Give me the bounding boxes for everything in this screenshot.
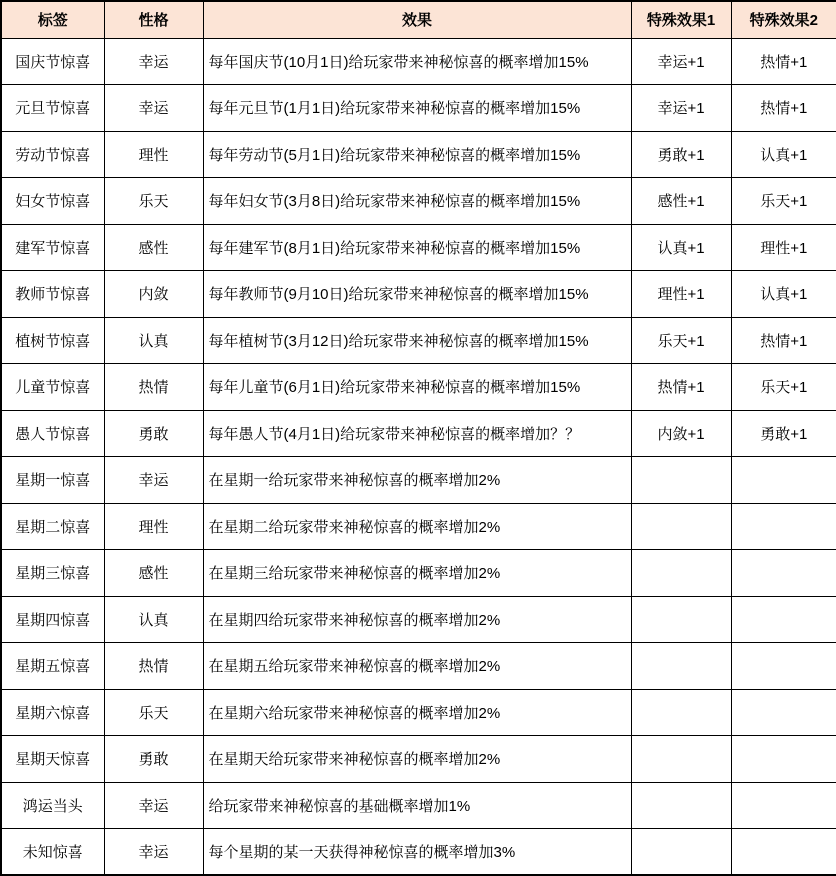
cell-special2: 乐天+1: [731, 364, 836, 411]
cell-personality: 认真: [104, 596, 203, 643]
table-row: [1, 689, 836, 736]
cell-personality: 感性: [104, 224, 203, 271]
cell-personality: 理性: [104, 131, 203, 178]
cell-effect: 给玩家带来神秘惊喜的基础概率增加1%: [203, 782, 631, 829]
cell-special2: 勇敢+1: [731, 410, 836, 457]
cell-label: 植树节惊喜: [1, 317, 104, 364]
cell-special2: [731, 736, 836, 783]
cell-effect: 在星期六给玩家带来神秘惊喜的概率增加2%: [203, 689, 631, 736]
table-row: [1, 782, 836, 829]
cell-special2: [731, 550, 836, 597]
cell-special2: 认真+1: [731, 271, 836, 318]
cell-label: 愚人节惊喜: [1, 410, 104, 457]
cell-special1: 幸运+1: [631, 38, 731, 85]
table-header: [1, 1, 836, 38]
cell-label: 劳动节惊喜: [1, 131, 104, 178]
cell-label: 星期一惊喜: [1, 457, 104, 504]
cell-special2: [731, 782, 836, 829]
cell-label: 星期天惊喜: [1, 736, 104, 783]
cell-special2: [731, 643, 836, 690]
table-row: [1, 829, 836, 876]
cell-label: 未知惊喜: [1, 829, 104, 876]
cell-special1: [631, 782, 731, 829]
cell-special2: 理性+1: [731, 224, 836, 271]
cell-special2: 认真+1: [731, 131, 836, 178]
cell-label: 星期二惊喜: [1, 503, 104, 550]
cell-effect: 每年建军节(8月1日)给玩家带来神秘惊喜的概率增加15%: [203, 224, 631, 271]
cell-special1: 理性+1: [631, 271, 731, 318]
header-cell-personality: 性格: [104, 1, 203, 38]
cell-effect: 每年妇女节(3月8日)给玩家带来神秘惊喜的概率增加15%: [203, 178, 631, 225]
cell-special1: 勇敢+1: [631, 131, 731, 178]
cell-effect: 在星期二给玩家带来神秘惊喜的概率增加2%: [203, 503, 631, 550]
header-cell-label: 标签: [1, 1, 104, 38]
cell-label: 元旦节惊喜: [1, 85, 104, 132]
cell-special2: 热情+1: [731, 317, 836, 364]
table-body: [1, 38, 836, 875]
header-cell-effect: 效果: [203, 1, 631, 38]
header-row: [1, 1, 836, 38]
cell-special1: 热情+1: [631, 364, 731, 411]
cell-effect: 在星期五给玩家带来神秘惊喜的概率增加2%: [203, 643, 631, 690]
cell-label: 星期三惊喜: [1, 550, 104, 597]
cell-special1: 感性+1: [631, 178, 731, 225]
header-cell-special2: 特殊效果2: [731, 1, 836, 38]
cell-effect: 每年愚人节(4月1日)给玩家带来神秘惊喜的概率增加？？: [203, 410, 631, 457]
cell-special2: [731, 596, 836, 643]
cell-special1: [631, 736, 731, 783]
cell-effect: 在星期四给玩家带来神秘惊喜的概率增加2%: [203, 596, 631, 643]
cell-special2: 乐天+1: [731, 178, 836, 225]
cell-special1: [631, 643, 731, 690]
cell-special1: 内敛+1: [631, 410, 731, 457]
table-row: [1, 550, 836, 597]
cell-label: 教师节惊喜: [1, 271, 104, 318]
cell-personality: 乐天: [104, 178, 203, 225]
table-row: [1, 736, 836, 783]
cell-special1: 认真+1: [631, 224, 731, 271]
cell-special1: 幸运+1: [631, 85, 731, 132]
cell-special1: 乐天+1: [631, 317, 731, 364]
cell-effect: 每年劳动节(5月1日)给玩家带来神秘惊喜的概率增加15%: [203, 131, 631, 178]
cell-label: 星期五惊喜: [1, 643, 104, 690]
cell-personality: 理性: [104, 503, 203, 550]
cell-label: 星期四惊喜: [1, 596, 104, 643]
cell-label: 妇女节惊喜: [1, 178, 104, 225]
header-cell-special1: 特殊效果1: [631, 1, 731, 38]
table-row: [1, 317, 836, 364]
table-row: [1, 271, 836, 318]
cell-special1: [631, 829, 731, 876]
cell-personality: 热情: [104, 364, 203, 411]
cell-personality: 乐天: [104, 689, 203, 736]
cell-personality: 勇敢: [104, 736, 203, 783]
table-row: [1, 85, 836, 132]
cell-effect: 每年教师节(9月10日)给玩家带来神秘惊喜的概率增加15%: [203, 271, 631, 318]
cell-special1: [631, 503, 731, 550]
cell-personality: 幸运: [104, 782, 203, 829]
cell-special2: 热情+1: [731, 85, 836, 132]
cell-personality: 幸运: [104, 457, 203, 504]
cell-effect: 每年元旦节(1月1日)给玩家带来神秘惊喜的概率增加15%: [203, 85, 631, 132]
table-row: [1, 643, 836, 690]
cell-effect: 在星期三给玩家带来神秘惊喜的概率增加2%: [203, 550, 631, 597]
cell-effect: 在星期一给玩家带来神秘惊喜的概率增加2%: [203, 457, 631, 504]
table-row: [1, 503, 836, 550]
cell-special1: [631, 596, 731, 643]
cell-label: 建军节惊喜: [1, 224, 104, 271]
table-row: [1, 457, 836, 504]
cell-personality: 幸运: [104, 829, 203, 876]
cell-effect: 每个星期的某一天获得神秘惊喜的概率增加3%: [203, 829, 631, 876]
cell-special2: [731, 829, 836, 876]
cell-personality: 勇敢: [104, 410, 203, 457]
cell-special1: [631, 457, 731, 504]
cell-special1: [631, 550, 731, 597]
cell-special1: [631, 689, 731, 736]
cell-label: 儿童节惊喜: [1, 364, 104, 411]
cell-special2: [731, 503, 836, 550]
cell-special2: [731, 689, 836, 736]
cell-special2: [731, 457, 836, 504]
table-row: [1, 131, 836, 178]
cell-label: 国庆节惊喜: [1, 38, 104, 85]
cell-label: 鸿运当头: [1, 782, 104, 829]
table-row: [1, 224, 836, 271]
cell-label: 星期六惊喜: [1, 689, 104, 736]
cell-effect: 在星期天给玩家带来神秘惊喜的概率增加2%: [203, 736, 631, 783]
cell-personality: 幸运: [104, 38, 203, 85]
cell-personality: 热情: [104, 643, 203, 690]
table-row: [1, 596, 836, 643]
table-row: [1, 364, 836, 411]
cell-effect: 每年植树节(3月12日)给玩家带来神秘惊喜的概率增加15%: [203, 317, 631, 364]
cell-effect: 每年儿童节(6月1日)给玩家带来神秘惊喜的概率增加15%: [203, 364, 631, 411]
cell-special2: 热情+1: [731, 38, 836, 85]
cell-personality: 幸运: [104, 85, 203, 132]
cell-personality: 认真: [104, 317, 203, 364]
cell-personality: 感性: [104, 550, 203, 597]
table-row: [1, 178, 836, 225]
cell-effect: 每年国庆节(10月1日)给玩家带来神秘惊喜的概率增加15%: [203, 38, 631, 85]
cell-personality: 内敛: [104, 271, 203, 318]
table-row: [1, 38, 836, 85]
table-row: [1, 410, 836, 457]
